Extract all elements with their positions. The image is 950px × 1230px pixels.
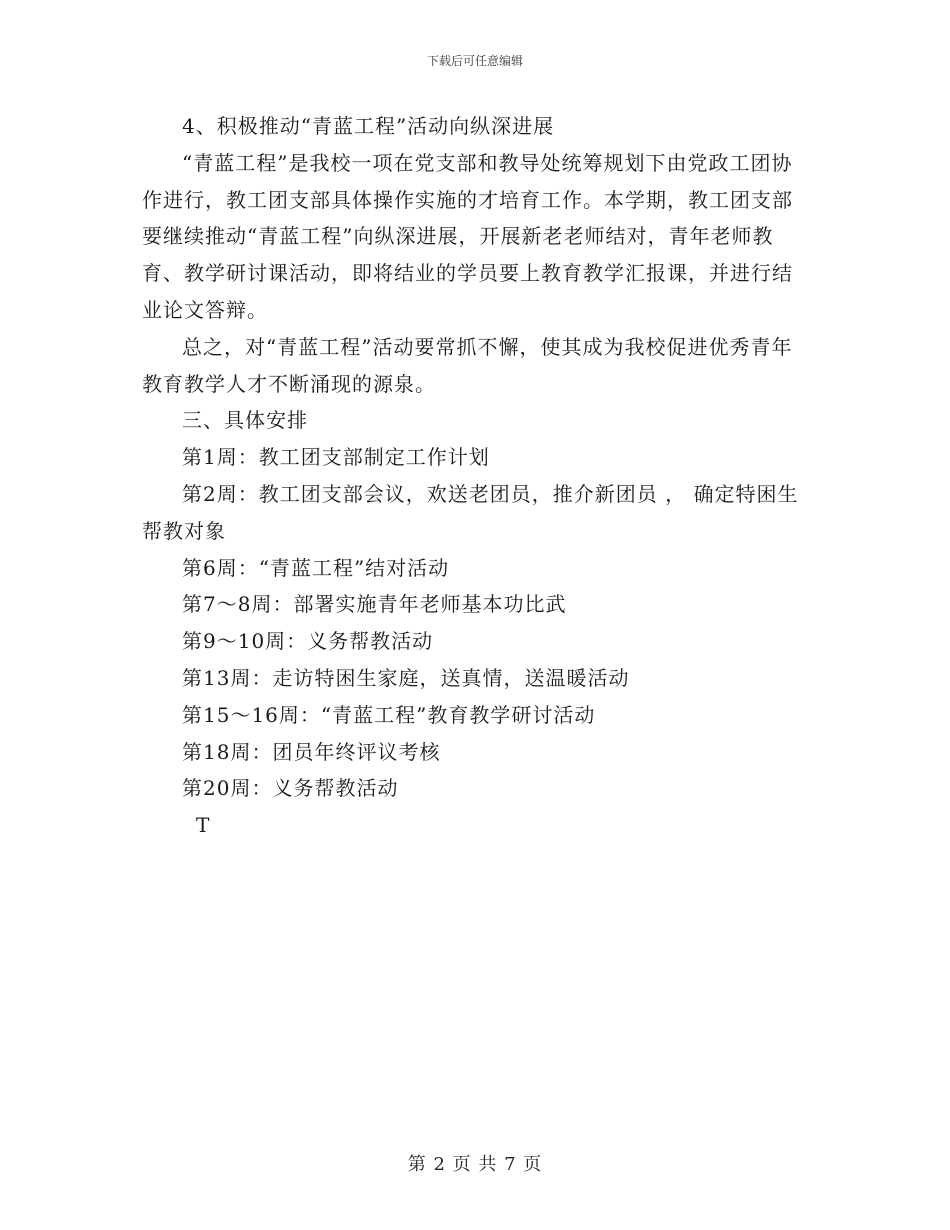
- body-paragraph: “青蓝工程”是我校一项在党支部和教导处统筹规划下由党政工团协作进行，教工团支部具体操作实施的才培育工作。本学期，教工团支部要继续推动“青蓝工程”向纵深进展，开展新老老师结对，青年老师教育、教学研讨课活动，即将结业的学员要上教育教学汇报课，并进行结业论文答辩。: [142, 150, 793, 322]
- schedule-item: 第9～10周：义务帮教活动: [182, 629, 434, 654]
- page-number: 第 2 页 共 7 页: [407, 1154, 543, 1175]
- schedule-item: 第7～8周：部署实施青年老师基本功比武: [182, 592, 567, 617]
- section-heading: 4、积极推动“青蓝工程”活动向纵深进展: [182, 114, 555, 138]
- body-paragraph: 总之，对“青蓝工程”活动要常抓不懈，使其成为我校促进优秀青年教育教学人才不断涌现的源泉。: [142, 334, 793, 396]
- trailing-text: T: [196, 813, 211, 838]
- document-body: [142, 108, 808, 844]
- section-heading: 三、具体安排: [182, 408, 308, 433]
- schedule-item: 第1周：教工团支部制定工作计划: [182, 445, 490, 470]
- schedule-item: 第13周：走访特困生家庭，送真情，送温暖活动: [182, 665, 630, 690]
- schedule-item: 第2周：教工团支部会议，欢送老团员，推介新团员 ， 确定特困生帮教对象: [142, 481, 799, 543]
- schedule-item: 第15～16周：“青蓝工程”教育教学研讨活动: [182, 702, 596, 727]
- schedule-item: 第18周：团员年终评议考核: [182, 739, 441, 764]
- schedule-item: 第20周：义务帮教活动: [182, 776, 399, 801]
- page-header: 下载后可任意编辑: [426, 54, 523, 68]
- schedule-item: 第6周：“青蓝工程”结对活动: [182, 555, 450, 580]
